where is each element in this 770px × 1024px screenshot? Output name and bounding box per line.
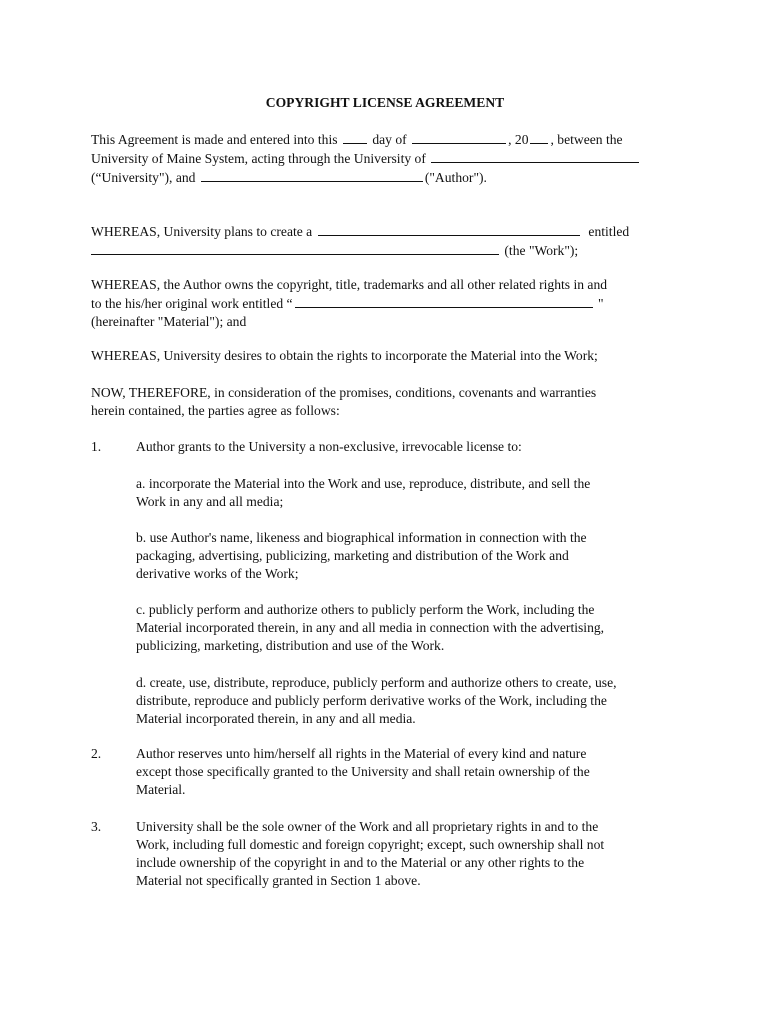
section-2-text (136, 745, 676, 799)
clause-line: Material incorporated therein, in any and all media. (136, 711, 416, 726)
intro-text: , 20 (508, 132, 529, 147)
clause-line: c. publicly perform and authorize others to publicly perform the Work, including the (136, 602, 595, 617)
intro-text: This Agreement is made and entered into this (91, 132, 338, 147)
whereas-create-paragraph (91, 222, 691, 260)
whereas-text: (the "Work"); (504, 243, 579, 258)
clause-line: Material. (136, 782, 186, 797)
clause-a (136, 475, 676, 511)
clause-line: include ownership of the copyright in and to the Material or any other rights to the (136, 855, 585, 870)
work-type-blank[interactable] (318, 222, 580, 236)
author-blank[interactable] (201, 168, 423, 182)
intro-text: day of (372, 132, 407, 147)
month-blank[interactable] (412, 130, 506, 144)
clause-d (136, 674, 676, 728)
section-number: 1. (91, 439, 102, 454)
clause-c (136, 601, 676, 655)
clause-line: except those specifically granted to the University and shall retain ownership of the (136, 764, 590, 779)
clause-line: Material incorporated therein, in any and all media in connection with the advertising, (136, 620, 605, 635)
clause-line: packaging, advertising, publicizing, marketing and distribution of the Work and (136, 548, 569, 563)
whereas-text: to the his/her original work entitled “ (91, 296, 293, 311)
intro-text: , between the (550, 132, 623, 147)
section-1-text: Author grants to the University a non-exclusive, irrevocable license to: (136, 439, 522, 454)
clause-line: publicizing, marketing, distribution and use of the Work. (136, 638, 445, 653)
whereas-incorporate-paragraph: WHEREAS, University desires to obtain the rights to incorporate the Material into the Work; (91, 348, 598, 363)
clause-line: a. incorporate the Material into the Work and use, reproduce, distribute, and sell the (136, 476, 591, 491)
now-therefore-paragraph (91, 384, 691, 420)
section-number: 3. (91, 819, 102, 834)
intro-text: (“University"), and (91, 170, 196, 185)
campus-blank[interactable] (431, 149, 639, 163)
whereas-text: WHEREAS, the Author owns the copyright, title, trademarks and all other related rights in and (91, 277, 608, 292)
intro-paragraph (91, 130, 691, 187)
document-title: COPYRIGHT LICENSE AGREEMENT (265, 95, 505, 110)
whereas-text: (hereinafter "Material"); and (91, 314, 247, 329)
now-text: NOW, THEREFORE, in consideration of the promises, conditions, covenants and warranties (91, 385, 597, 400)
day-blank[interactable] (343, 130, 367, 144)
whereas-owns-paragraph (91, 276, 691, 331)
clause-line: distribute, reproduce and publicly perform derivative works of the Work, including the (136, 693, 607, 708)
now-text: herein contained, the parties agree as follows: (91, 403, 340, 418)
clause-line: Material not specifically granted in Section 1 above. (136, 873, 421, 888)
work-title-blank[interactable] (91, 241, 499, 255)
clause-b (136, 529, 676, 583)
whereas-text: WHEREAS, University plans to create a (91, 224, 313, 239)
whereas-text: entitled (588, 224, 630, 239)
intro-text: University of Maine System, acting through the University of (91, 151, 426, 166)
clause-line: Work in any and all media; (136, 494, 284, 509)
material-title-blank[interactable] (295, 294, 593, 308)
year-blank[interactable] (530, 130, 548, 144)
clause-line: University shall be the sole owner of the Work and all proprietary rights in and to the (136, 819, 599, 834)
section-3-text (136, 818, 676, 890)
clause-line: b. use Author's name, likeness and biographical information in connection with the (136, 530, 587, 545)
whereas-text: " (598, 296, 604, 311)
clause-line: Work, including full domestic and foreign copyright; except, such ownership shall not (136, 837, 605, 852)
intro-text: ("Author"). (424, 170, 487, 185)
section-number: 2. (91, 746, 102, 761)
clause-line: Author reserves unto him/herself all rights in the Material of every kind and nature (136, 746, 587, 761)
clause-line: d. create, use, distribute, reproduce, publicly perform and authorize others to create, use, (136, 675, 617, 690)
clause-line: derivative works of the Work; (136, 566, 299, 581)
